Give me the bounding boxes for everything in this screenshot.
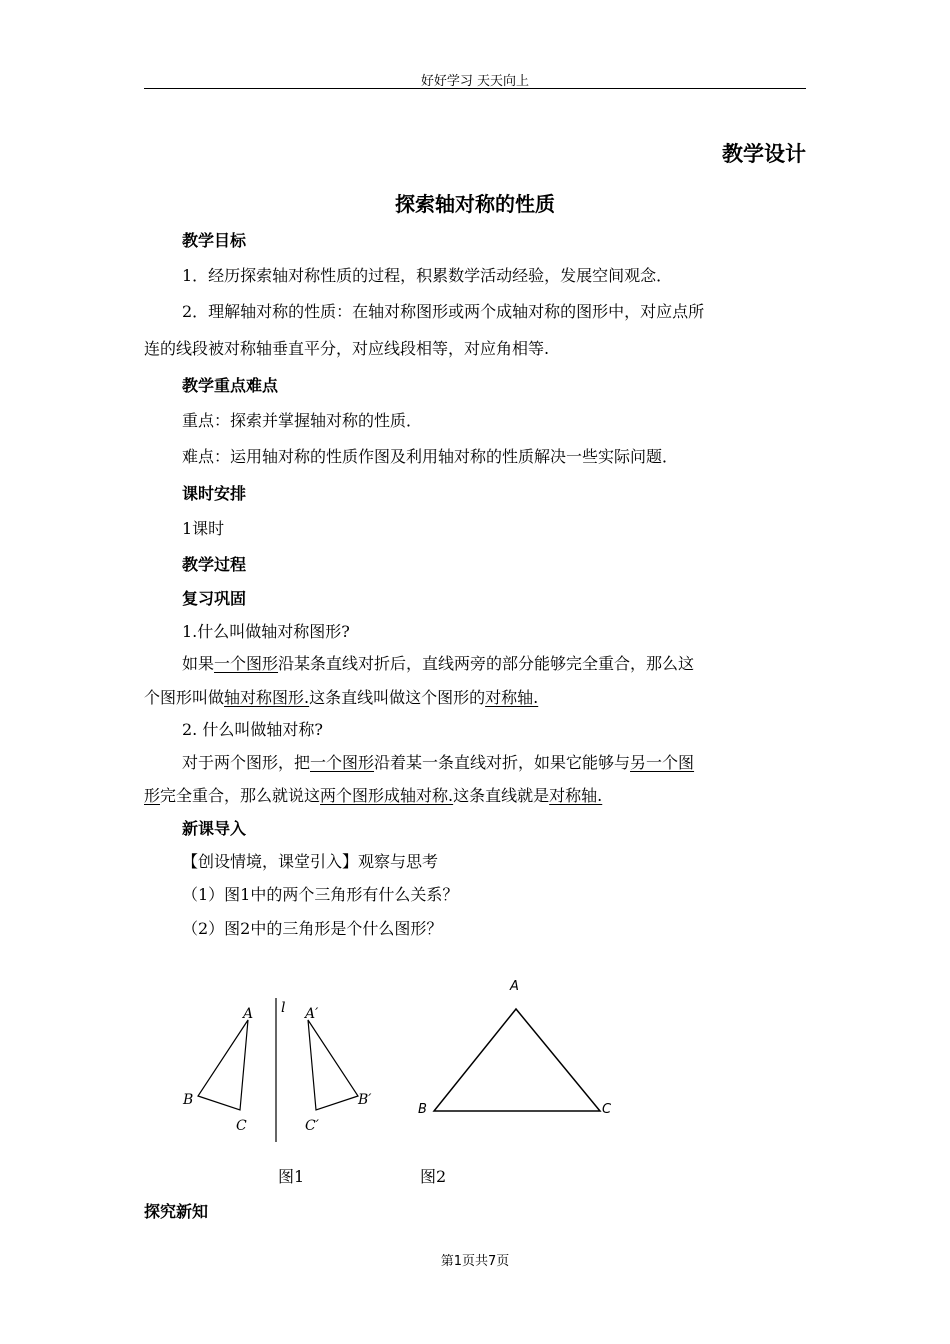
objective-1: 1．经历探索轴对称性质的过程，积累数学活动经验，发展空间观念．	[182, 266, 673, 285]
vertex-label-c: C	[602, 1102, 612, 1117]
triangle-abc	[198, 1020, 248, 1110]
vertex-label-b: B	[183, 1092, 194, 1108]
figure-1-diagram	[170, 990, 390, 1150]
underlined-answer: 一个图形	[214, 654, 279, 673]
header-rule	[144, 88, 806, 89]
underlined-answer: 对称轴.	[549, 786, 603, 805]
underlined-answer: 轴对称图形.	[224, 688, 310, 707]
underlined-answer: 一个图形	[310, 753, 375, 772]
underlined-answer: 两个图形成轴对称.	[320, 786, 454, 805]
document-type: 教学设计	[722, 142, 806, 166]
intro-heading: 新课导入	[182, 819, 247, 838]
triangle-abc-prime	[308, 1020, 358, 1110]
process-heading: 教学过程	[182, 555, 247, 574]
vertex-label-b: B	[418, 1102, 427, 1117]
review-question-1: 1.什么叫做轴对称图形?	[182, 622, 350, 641]
objective-2-line-1: 2．理解轴对称的性质：在轴对称图形或两个成轴对称的图形中，对应点所	[182, 302, 705, 321]
focus-text: 重点：探索并掌握轴对称的性质．	[182, 411, 423, 430]
objectives-heading: 教学目标	[182, 231, 247, 250]
objective-2-line-2: 连的线段被对称轴垂直平分，对应线段相等，对应角相等.	[144, 339, 550, 358]
review-answer-1-line-1	[182, 651, 694, 674]
vertex-label-c-prime: C′	[305, 1118, 319, 1134]
schedule-value: 1课时	[182, 519, 225, 538]
figure-2-diagram	[410, 972, 620, 1122]
vertex-label-a: A	[510, 979, 519, 994]
text-span: 这条直线叫做这个图形的	[309, 688, 486, 707]
vertex-label-a-prime: A′	[305, 1006, 319, 1022]
axis-label-l: l	[281, 1000, 286, 1016]
triangle-abc	[434, 1009, 600, 1111]
text-span: 个图形叫做	[144, 688, 225, 707]
intro-question-2: （2）图2中的三角形是个什么图形？	[182, 919, 443, 938]
page-footer: 第1页共7页	[440, 1254, 510, 1269]
text-span: 沿某条直线对折后，直线两旁的部分能够完全重合，那么这	[278, 654, 695, 673]
text-span: 如果	[182, 654, 215, 673]
difficulty-text: 难点：运用轴对称的性质作图及利用轴对称的性质解决一些实际问题．	[182, 447, 679, 466]
underlined-answer: 对称轴.	[485, 688, 539, 707]
text-span: 完全重合，那么就说这	[160, 786, 321, 805]
schedule-heading: 课时安排	[182, 484, 247, 503]
intro-scenario: 【创设情境，课堂引入】观察与思考	[182, 852, 439, 871]
text-span: 沿着某一条直线对折，如果它能够与	[374, 753, 631, 772]
vertex-label-a: A	[243, 1006, 254, 1022]
review-answer-2-line-2	[144, 783, 602, 806]
lesson-title: 探索轴对称的性质	[395, 192, 555, 216]
text-span: 这条直线就是	[453, 786, 550, 805]
text-span: 对于两个图形，把	[182, 753, 311, 772]
explore-heading: 探究新知	[144, 1202, 209, 1221]
review-answer-2-line-1	[182, 750, 694, 773]
review-heading: 复习巩固	[182, 589, 247, 608]
vertex-label-b-prime: B′	[358, 1092, 372, 1108]
review-answer-1-line-2	[144, 685, 538, 708]
review-question-2: 2. 什么叫做轴对称?	[182, 720, 323, 739]
page-header: 好好学习 天天向上	[420, 74, 530, 89]
intro-question-1: （1）图1中的两个三角形有什么关系？	[182, 885, 459, 904]
figure-1-caption: 图1	[278, 1167, 305, 1186]
vertex-label-c: C	[236, 1118, 247, 1134]
figure-2-caption: 图2	[420, 1167, 447, 1186]
key-points-heading: 教学重点难点	[182, 376, 279, 395]
underlined-answer: 另一个图	[630, 753, 695, 772]
underlined-answer: 形	[144, 786, 161, 805]
